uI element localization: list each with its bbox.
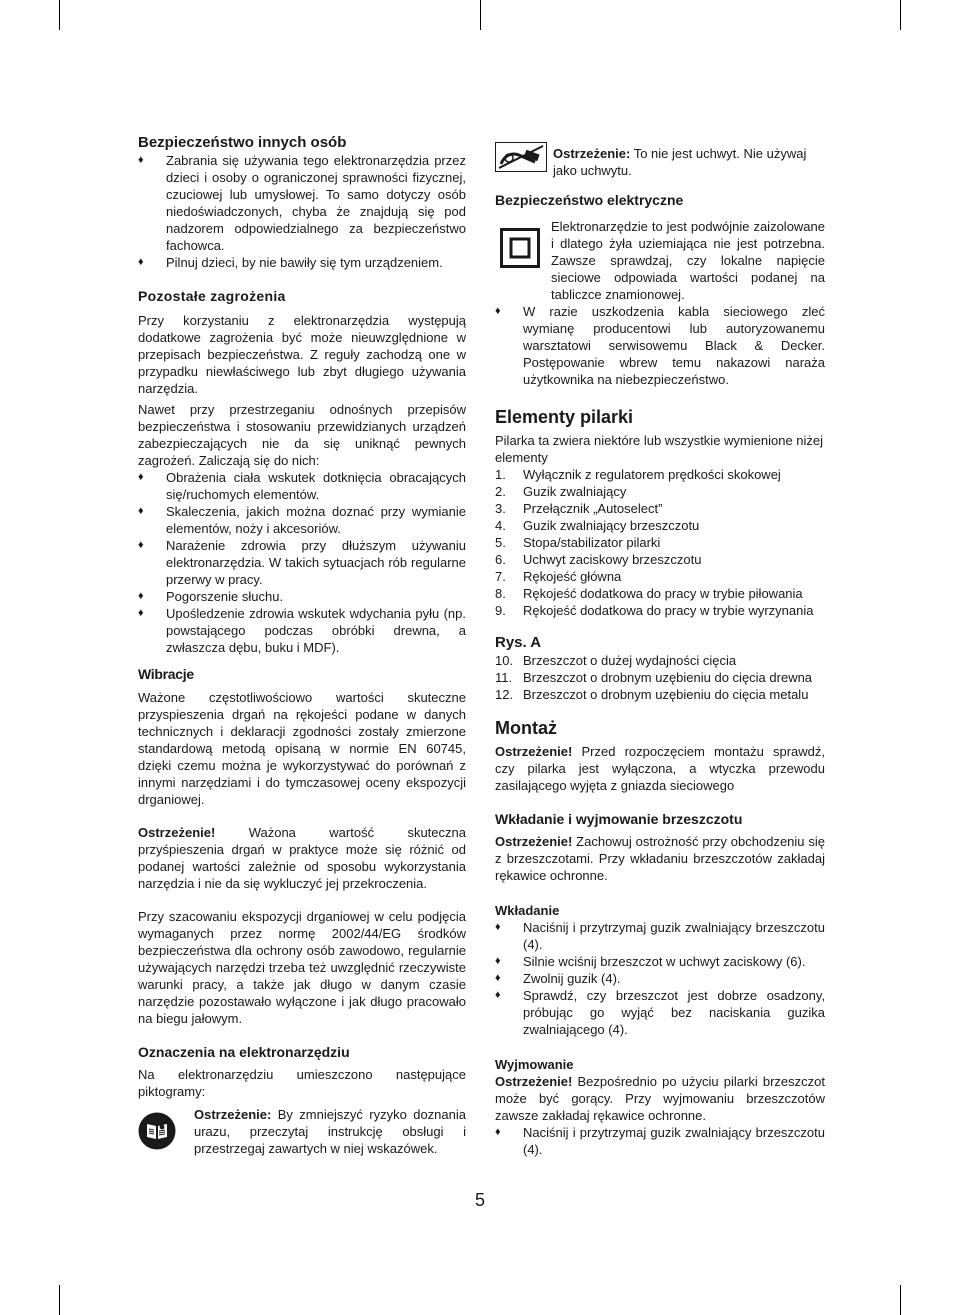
figure-items-list xyxy=(495,652,825,703)
bullet-diamond-icon: ♦ xyxy=(495,989,501,1001)
heading-residual-risks: Pozostałe zagrożenia xyxy=(138,288,286,304)
bullet-diamond-icon: ♦ xyxy=(138,539,144,551)
residual-paragraph: Przy korzystaniu z elektronarzędzia występują dodatkowe zagrożenia być może nieuwzględnione w przepisach bezpieczeństwa. Z reguły zachodzą one w przypadku niewłaściwego lub zbyt długiego używania narzędzia. xyxy=(138,313,466,396)
remove-list xyxy=(495,1124,825,1158)
crop-mark xyxy=(900,1285,901,1315)
heading-electrical-safety: Bezpieczeństwo elektryczne xyxy=(495,192,684,208)
crop-mark xyxy=(480,0,481,30)
crop-mark xyxy=(59,0,60,30)
list-item: ♦ Upośledzenie zdrowia wskutek wdychania pyłu (np. powstającego podczas obróbki drewna, a zwłaszcza dębu, buku i MDF). xyxy=(138,606,466,655)
handle-warning-text: Ostrzeżenie: To nie jest uchwyt. Nie używaj jako uchwytu. xyxy=(553,146,807,178)
electrical-list xyxy=(495,303,825,388)
heading-removing: Wyjmowanie xyxy=(495,1057,574,1072)
list-item: 5. Stopa/stabilizator pilarki xyxy=(495,535,661,550)
residual-paragraph-2: Nawet przy przestrzeganiu odnośnych przepisów bezpieczeństwa i stosowaniu przewidzianych urządzeń zabezpieczających nie da się uniknąć pewnych zagrożeń. Zaliczają się do nich: xyxy=(138,402,466,468)
bullet-diamond-icon: ♦ xyxy=(138,505,144,517)
no-handle-icon xyxy=(495,142,547,176)
list-item: 3. Przełącznik „Autoselect” xyxy=(495,501,663,516)
list-item: 4. Guzik zwalniający brzeszczotu xyxy=(495,518,700,533)
list-item: 2. Guzik zwalniający xyxy=(495,484,627,499)
list-item: 12. Brzeszczot o drobnym uzębieniu do cięcia metalu xyxy=(495,687,809,702)
labels-paragraph: Na elektronarzędziu umieszczono następujące piktogramy: xyxy=(138,1067,466,1099)
read-manual-icon xyxy=(138,1112,176,1154)
right-column xyxy=(495,145,825,1158)
heading-figure-a: Rys. A xyxy=(495,634,542,651)
crop-mark xyxy=(59,1285,60,1315)
elements-list xyxy=(495,466,825,619)
heading-others-safety: Bezpieczeństwo innych osób xyxy=(138,134,347,151)
list-item: 1. Wyłącznik z regulatorem prędkości skokowej xyxy=(495,467,781,482)
blade-warning: Ostrzeżenie! Zachowuj ostrożność przy obchodzeniu się z brzeszczotami. Przy wkładaniu brzeszczotów zakładaj rękawice ochronne. xyxy=(495,834,825,883)
residual-list xyxy=(138,469,466,656)
bullet-diamond-icon: ♦ xyxy=(495,1126,501,1138)
list-item: 9. Rękojeść dodatkowa do pracy w trybie wyrzynania xyxy=(495,603,814,618)
list-item: ♦ Obrażenia ciała wskutek dotknięcia obracających się/ruchomych elementów. xyxy=(138,470,466,502)
list-item: ♦ Silnie wciśnij brzeszczot w uchwyt zaciskowy (6). xyxy=(495,954,806,969)
vibration-paragraph-3: Przy szacowaniu ekspozycji drganiowej w celu podjęcia wymaganych przez normę 2002/44/EG środków bezpieczeństwa dla ochrony osób zawodowo, regularnie używających narzędzi trzeba też uwzględnić rzeczywiste warunki pracy, a także jak długo w danym czasie narzędzie pozostawało wyłączone i jak długo pracowało na biegu jałowym. xyxy=(138,909,466,1026)
list-item: ♦ Pilnuj dzieci, by nie bawiły się tym urządzeniem. xyxy=(138,255,443,270)
manual-warning-row xyxy=(138,1106,466,1157)
list-item: ♦ Naciśnij i przytrzymaj guzik zwalniający brzeszczotu (4). xyxy=(495,920,825,952)
remove-warning: Ostrzeżenie! Bezpośrednio po użyciu pilarki brzeszczot może być gorący. Przy wyjmowaniu brzeszczotów zawsze zakładaj rękawice ochronne. xyxy=(495,1074,825,1123)
insert-list xyxy=(495,919,825,1038)
manual-warning-text: Ostrzeżenie: By zmniejszyć ryzyko doznania urazu, przeczytaj instrukcję obsługi i przestrzegaj zawartych w niej wskazówek. xyxy=(194,1107,466,1156)
bullet-diamond-icon: ♦ xyxy=(495,955,501,967)
list-item: 7. Rękojeść główna xyxy=(495,569,622,584)
list-item: ♦ Narażenie zdrowia przy dłuższym używaniu elektronarzędzia. W takich sytuacjach rób regularne przerwy w pracy. xyxy=(138,538,466,587)
vibration-warning: Ostrzeżenie! Ważona wartość skuteczna przyśpieszenia drgań w praktyce może się różnić od podanej wartości zależnie od sposobu wykorzystania narzędzia i nie da się wykluczyć jej przekroczenia. xyxy=(138,825,466,891)
list-item: 8. Rękojeść dodatkowa do pracy w trybie piłowania xyxy=(495,586,803,601)
left-column xyxy=(138,133,466,1157)
double-insulation-icon xyxy=(500,228,540,272)
list-item: 6. Uchwyt zaciskowy brzeszczotu xyxy=(495,552,702,567)
handle-warning-row xyxy=(495,145,825,179)
others-list xyxy=(138,152,466,271)
heading-saw-elements: Elementy pilarki xyxy=(495,407,634,427)
heading-blade: Wkładanie i wyjmowanie brzeszczotu xyxy=(495,811,743,827)
assembly-warning: Ostrzeżenie! Przed rozpoczęciem montażu sprawdź, czy pilarka jest wyłączona, a wtyczka przewodu zasilającego wyjęta z gniazda sieciowego xyxy=(495,744,825,793)
bullet-diamond-icon: ♦ xyxy=(138,471,144,483)
bullet-diamond-icon: ♦ xyxy=(495,972,501,984)
list-item: ♦ Zwolnij guzik (4). xyxy=(495,971,621,986)
vibration-paragraph: Ważone częstotliwościowo wartości skuteczne przyspieszenia drgań na rękojeści podane w danych technicznych i deklaracji zgodności zostały zmierzone standardową metodą opisaną w normie EN 60745, dzięki czemu można je wykorzystywać do porównań z innymi narzędziami i do tymczasowej oceny ekspozycji drganiowej. xyxy=(138,690,466,807)
list-item: ♦ Skaleczenia, jakich można doznać przy wymianie elementów, noży i akcesoriów. xyxy=(138,504,466,536)
heading-vibration: Wibracje xyxy=(138,666,194,682)
list-item: 11. Brzeszczot o drobnym uzębieniu do cięcia drewna xyxy=(495,670,813,685)
list-item: ♦ Naciśnij i przytrzymaj guzik zwalniający brzeszczotu (4). xyxy=(495,1125,825,1157)
bullet-diamond-icon: ♦ xyxy=(138,256,144,268)
electrical-paragraph: Elektronarzędzie to jest podwójnie zaizolowane i dlatego żyła uziemiająca nie jest potrzebna. Zawsze sprawdzaj, czy lokalne napięcie sieciowe odpowiada wartości podanej na tabliczce znamionowej. xyxy=(551,219,825,302)
page-number: 5 xyxy=(474,1190,485,1210)
list-item: 10. Brzeszczot o dużej wydajności cięcia xyxy=(495,653,737,668)
heading-inserting: Wkładanie xyxy=(495,903,560,918)
list-item: ♦ Zabrania się używania tego elektronarzędzia przez dzieci i osoby o ograniczonej sprawności fizycznej, czuciowej lub umysłowej. To samo dotyczy osób niedoświadczonych, chyba że znajdują się pod nadzorem odpowiedzialnego za bezpieczeństwo fachowca. xyxy=(138,153,466,253)
bullet-diamond-icon: ♦ xyxy=(138,590,144,602)
bullet-diamond-icon: ♦ xyxy=(138,154,144,166)
double-insulation-row xyxy=(495,218,825,303)
elements-intro: Pilarka ta zwiera niektóre lub wszystkie wymienione niżej elementy xyxy=(495,433,824,465)
list-item: ♦ Sprawdź, czy brzeszczot jest dobrze osadzony, próbując go wyjąć bez naciskania guzika zwalniającego (4). xyxy=(495,988,825,1037)
bullet-diamond-icon: ♦ xyxy=(495,921,501,933)
heading-assembly: Montaż xyxy=(495,718,557,738)
crop-mark xyxy=(900,0,901,30)
heading-tool-labels: Oznaczenia na elektronarzędziu xyxy=(138,1044,350,1060)
list-item: ♦ W razie uszkodzenia kabla sieciowego zleć wymianę producentowi lub autoryzowanemu warsztatowi serwisowemu Black & Decker. Postępowanie wbrew temu nakazowi naraża użytkownika na niebezpieczeństwo. xyxy=(495,304,825,387)
list-item: ♦ Pogorszenie słuchu. xyxy=(138,589,284,604)
bullet-diamond-icon: ♦ xyxy=(495,305,501,317)
bullet-diamond-icon: ♦ xyxy=(138,607,144,619)
